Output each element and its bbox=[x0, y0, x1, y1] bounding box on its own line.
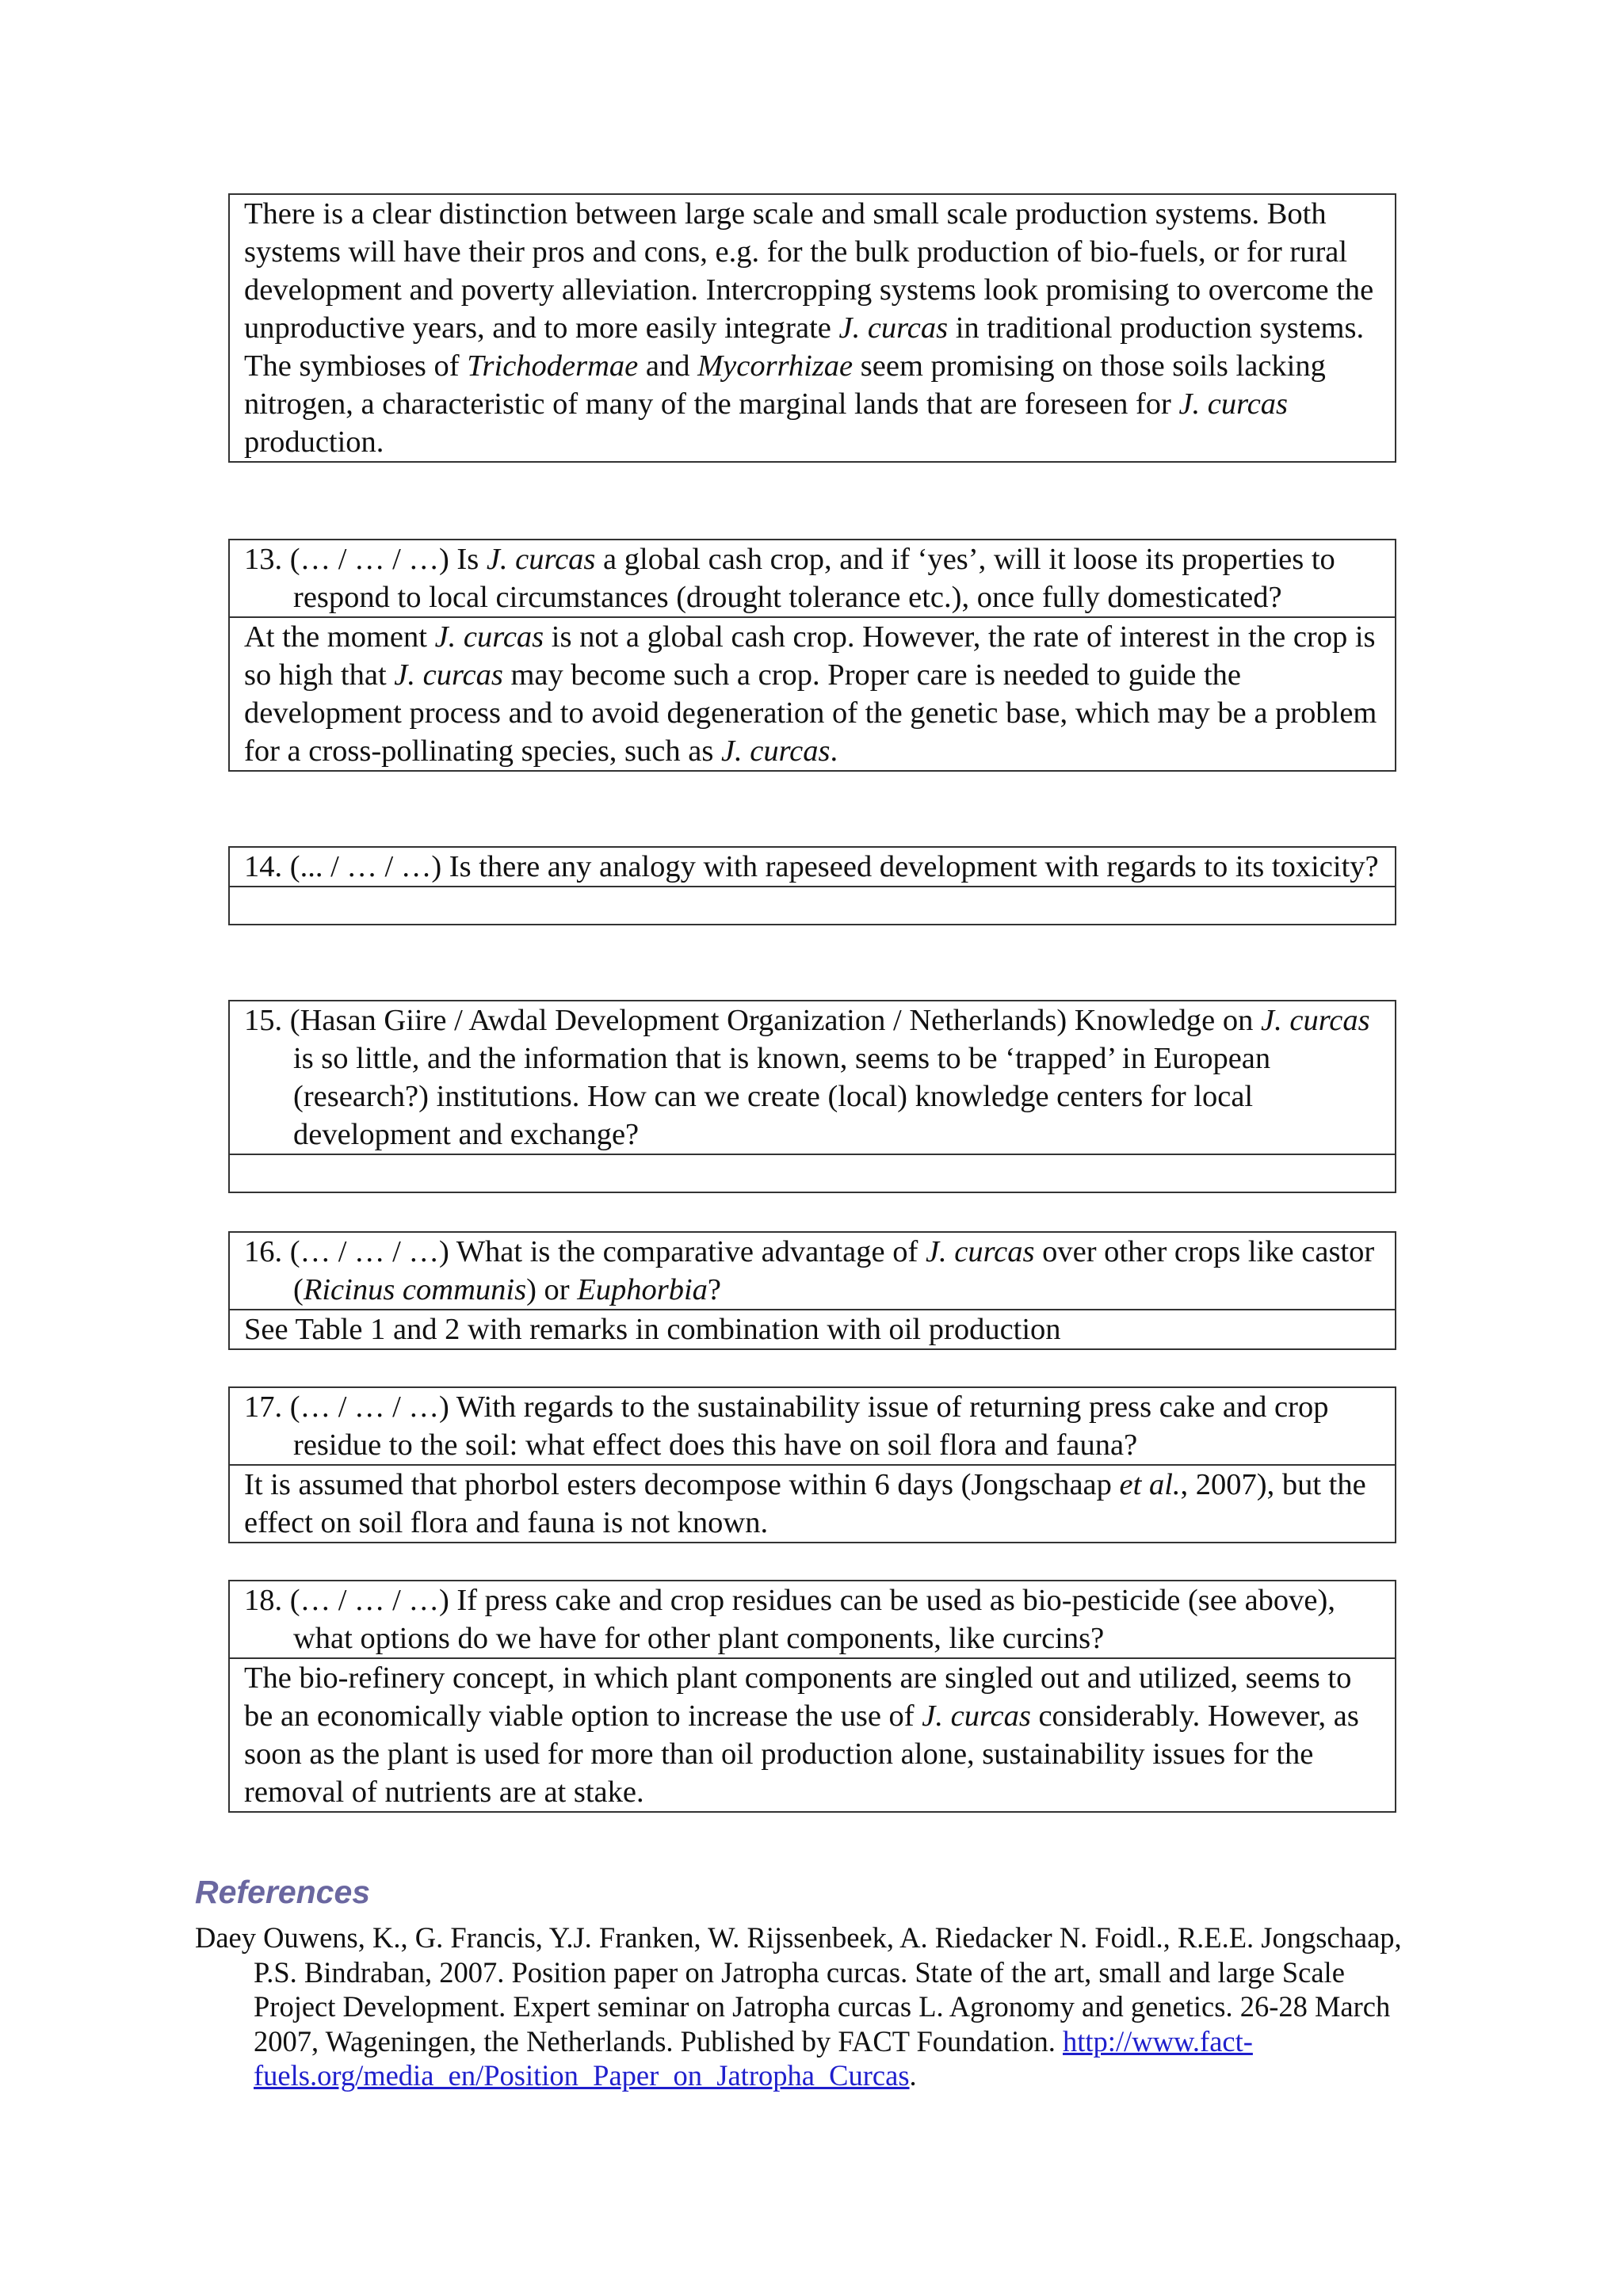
question-15-text: 15. (Hasan Giire / Awdal Development Organization / Netherlands) Knowledge on J. curcas is so little, and the information that is known, seems to be ‘trapped’ in European (research?) institutions. How can we create (local) knowledge centers for local development and exchange? bbox=[244, 1004, 1370, 1151]
question-17-text: 17. (… / … / …) With regards to the sustainability issue of returning press cake and crop residue to the soil: what effect does this have on soil flora and fauna? bbox=[244, 1390, 1329, 1462]
question-16-text: 16. (… / … / …) What is the comparative advantage of J. curcas over other crops like castor (Ricinus communis) or Euphorbia? bbox=[244, 1235, 1375, 1306]
question-15-box bbox=[228, 1000, 1396, 1193]
references-heading: References bbox=[195, 1874, 371, 1910]
question-13-text: 13. (… / … / …) Is J. curcas a global cash crop, and if ‘yes’, will it loose its properties to respond to local circumstances (drought tolerance etc.), once fully domesticated? bbox=[244, 543, 1335, 614]
summary-paragraph-1: There is a clear distinction between large scale and small scale production systems. Both systems will have their pros and cons, e.g. for the bulk production of bio-fuels, or for rural development and poverty alleviation. Intercropping systems look promising to overcome the unproductive years, and to more easily integrate J. curcas in traditional production systems. bbox=[244, 197, 1374, 345]
question-16-box bbox=[228, 1231, 1396, 1350]
summary-box bbox=[228, 193, 1396, 463]
reference-entry: Daey Ouwens, K., G. Francis, Y.J. Franken, W. Rijssenbeek, A. Riedacker N. Foidl., R.E.E. Jongschaap, P.S. Bindraban, 2007. Position paper on Jatropha curcas. State of the art, small and large Scale Project Development. Expert seminar on Jatropha curcas L. Agronomy and genetics. 26-28 March 2007, Wageningen, the Netherlands. Published by FACT Foundation. http://www.fact-fuels.org/media_en/Position_Paper_on_Jatropha_Curcas. bbox=[195, 1921, 1402, 2092]
answer-15-empty bbox=[230, 1154, 1395, 1192]
summary-text bbox=[230, 195, 1395, 461]
question-18-box bbox=[228, 1580, 1396, 1813]
answer-14-empty bbox=[230, 886, 1395, 924]
question-14-text: 14. (... / … / …) Is there any analogy with rapeseed development with regards to its toxicity? bbox=[244, 850, 1379, 883]
answer-16-text: See Table 1 and 2 with remarks in combination with oil production bbox=[230, 1309, 1395, 1348]
question-14-box bbox=[228, 846, 1396, 925]
summary-paragraph-2: The symbioses of Trichodermae and Mycorrhizae seem promising on those soils lacking nitrogen, a characteristic of many of the marginal lands that are foreseen for J. curcas production. bbox=[244, 349, 1326, 459]
answer-17-text: It is assumed that phorbol esters decompose within 6 days (Jongschaap et al., 2007), but the effect on soil flora and fauna is not known. bbox=[230, 1464, 1395, 1542]
answer-13-text: At the moment J. curcas is not a global cash crop. However, the rate of interest in the crop is so high that J. curcas may become such a crop. Proper care is needed to guide the development process and to avoid degeneration of the genetic base, which may be a problem for a cross-pollinating species, such as J. curcas. bbox=[230, 616, 1395, 770]
reference-link[interactable]: http://www.fact-fuels.org/media_en/Position_Paper_on_Jatropha_Curcas bbox=[254, 2024, 1253, 2092]
question-18-text: 18. (… / … / …) If press cake and crop residues can be used as bio-pesticide (see above), what options do we have for other plant components, like curcins? bbox=[244, 1584, 1335, 1655]
answer-18-text: The bio-refinery concept, in which plant components are singled out and utilized, seems to be an economically viable option to increase the use of J. curcas considerably. However, as soon as the plant is used for more than oil production alone, sustainability issues for the removal of nutrients are at stake. bbox=[230, 1657, 1395, 1811]
question-13-box bbox=[228, 539, 1396, 772]
question-17-box bbox=[228, 1386, 1396, 1543]
